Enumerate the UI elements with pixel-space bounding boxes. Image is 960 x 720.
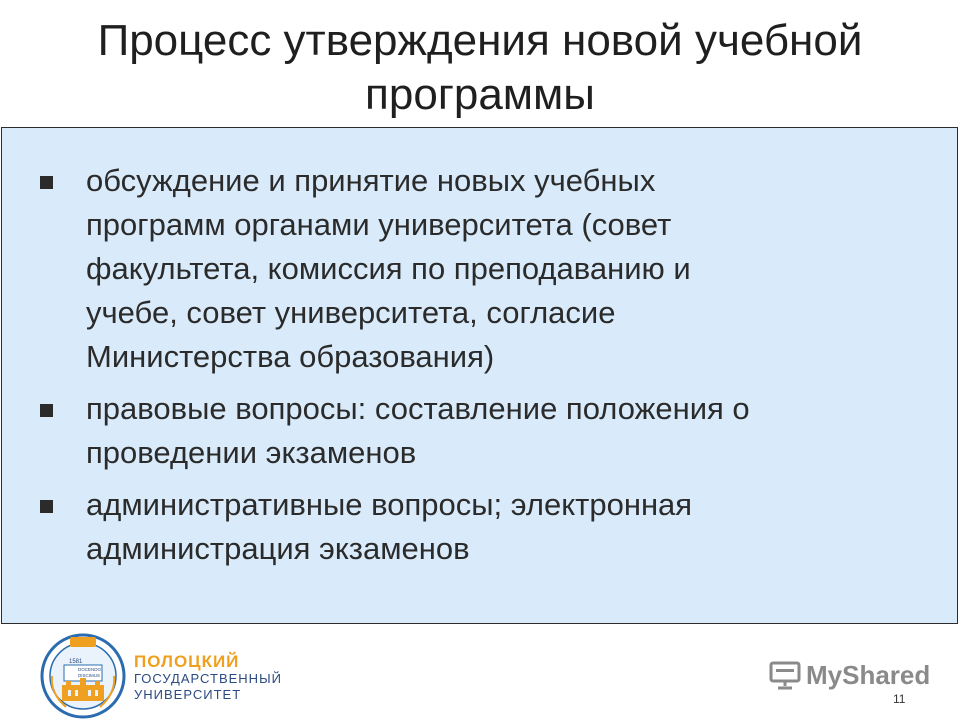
university-name (134, 652, 282, 703)
university-logo (40, 633, 126, 719)
bullet-item (40, 159, 890, 379)
presentation-board-icon (768, 660, 802, 690)
slide-number: 11 (893, 692, 906, 706)
logo-motto-1: DOCENDO (78, 667, 102, 672)
bullet-item (40, 483, 890, 571)
bullet-line: Министерства образования) (86, 339, 495, 374)
bullet-list (40, 159, 890, 579)
slide-title-line-1: Процесс утверждения новой учебной (97, 16, 863, 65)
square-bullet-icon (40, 176, 53, 189)
logo-motto-2: DISCIMUS (78, 673, 101, 678)
myshared-watermark (768, 657, 930, 693)
logo-year: 1581 (69, 659, 83, 665)
bullet-line: администрация экзаменов (86, 531, 470, 566)
university-name-line-2: ГОСУДАРСТВЕННЫЙ (134, 671, 282, 686)
bullet-line: административные вопросы; электронная (86, 487, 693, 522)
bullet-line: программ органами университета (совет (86, 207, 672, 242)
square-bullet-icon (40, 500, 53, 513)
slide-title-line-2: программы (365, 70, 595, 119)
bullet-line: обсуждение и принятие новых учебных (86, 163, 656, 198)
slide-title (0, 14, 960, 122)
university-name-line-1: ПОЛОЦКИЙ (134, 652, 240, 671)
watermark-text: MyShared (806, 659, 931, 690)
bullet-item (40, 387, 890, 475)
bullet-line: учебе, совет университета, согласие (86, 295, 616, 330)
university-name-line-3: УНИВЕРСИТЕТ (134, 687, 242, 702)
square-bullet-icon (40, 404, 53, 417)
content-panel (1, 127, 958, 624)
bullet-line: проведении экзаменов (86, 435, 417, 470)
bullet-line: факультета, комиссия по преподаванию и (86, 251, 691, 286)
bullet-line: правовые вопросы: составление положения о (86, 391, 750, 426)
